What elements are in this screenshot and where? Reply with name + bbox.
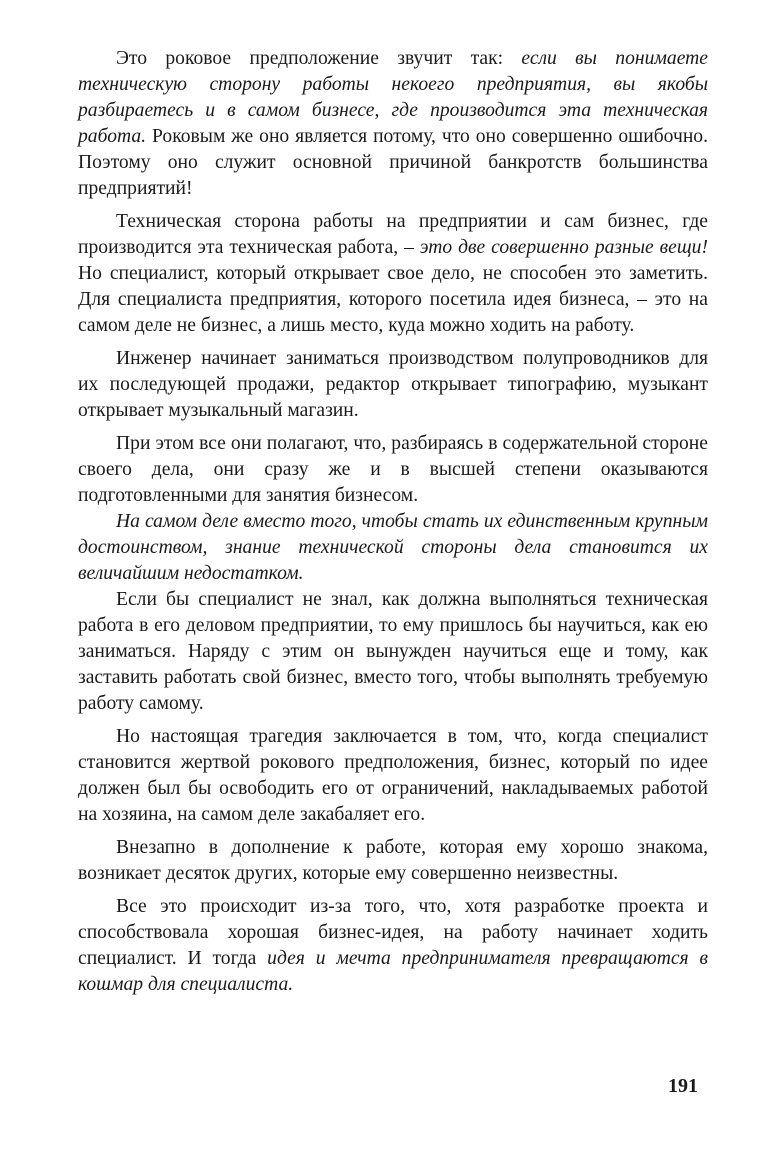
paragraph-9-emphasis: идея и мечта предпринимателя превращаются в кошмар для специалиста. [78, 948, 708, 995]
paragraph-9-text-a: Все это происходит из-за того, что, хотя разработке проекта и способствовала хорошая бизнес-идея, на работу начинает ходить специалист. И тогда [78, 896, 708, 969]
paragraph-6-text: Если бы специалист не знал, как должна выполняться техническая работа в его деловом предприятии, то ему пришлось бы научиться, как ею заниматься. Наряду с этим он вынужден научиться еще и тому, как заставить работать свой бизнес, вместо того, чтобы выполнять требуемую работу самому. [78, 589, 708, 714]
paragraph-4 [78, 431, 708, 509]
paragraph-2-emphasis: это две совершенно разные вещи! [419, 237, 708, 258]
paragraph-1 [78, 46, 708, 202]
paragraph-9 [78, 894, 708, 998]
paragraph-3-text: Инженер начинает заниматься производством полупроводников для их последующей продажи, редактор открывает типографию, музыкант открывает музыкальный магазин. [78, 348, 708, 421]
paragraph-5 [78, 509, 708, 587]
paragraph-6 [78, 587, 708, 717]
page-number: 191 [668, 1075, 698, 1097]
paragraph-2 [78, 209, 708, 339]
paragraph-8-text: Внезапно в дополнение к работе, которая ему хорошо знакома, возникает десяток других, которые ему совершенно неизвестны. [78, 837, 708, 884]
paragraph-5-emphasis: На самом деле вместо того, чтобы стать их единственным крупным достоинством, знание технической стороны дела становится их величайшим недостатком. [78, 511, 708, 584]
paragraph-7 [78, 724, 708, 828]
paragraph-2-text-a: Техническая сторона работы на предприятии и сам бизнес, где производится эта техническая работа, – [78, 211, 708, 258]
paragraph-4-text: При этом все они полагают, что, разбираясь в содержательной стороне своего дела, они сразу же и в высшей степени оказываются подготовленными для занятия бизнесом. [78, 433, 708, 506]
paragraph-1-text-b: Роковым же оно является потому, что оно совершенно ошибочно. Поэтому оно служит основной причиной банкротств большинства предприятий! [78, 126, 708, 199]
paragraph-8 [78, 835, 708, 887]
paragraph-1-emphasis: если вы понимаете техническую сторону работы некоего предприятия, вы якобы разбираетесь и в самом бизнесе, где производится эта техническая работа. [78, 48, 708, 147]
paragraph-1-text-a: Это роковое предположение звучит так: [116, 48, 522, 69]
paragraph-3 [78, 346, 708, 424]
page-body [78, 46, 708, 998]
paragraph-7-text: Но настоящая трагедия заключается в том, что, когда специалист становится жертвой рокового предположения, бизнес, который по идее должен был бы освободить его от ограничений, накладываемых работой на хозяина, на самом деле закабаляет его. [78, 726, 708, 825]
paragraph-2-text-b: Но специалист, который открывает свое дело, не способен это заметить. Для специалиста предприятия, которого посетила идея бизнеса, – это на самом деле не бизнес, а лишь место, куда можно ходить на работу. [78, 263, 708, 336]
